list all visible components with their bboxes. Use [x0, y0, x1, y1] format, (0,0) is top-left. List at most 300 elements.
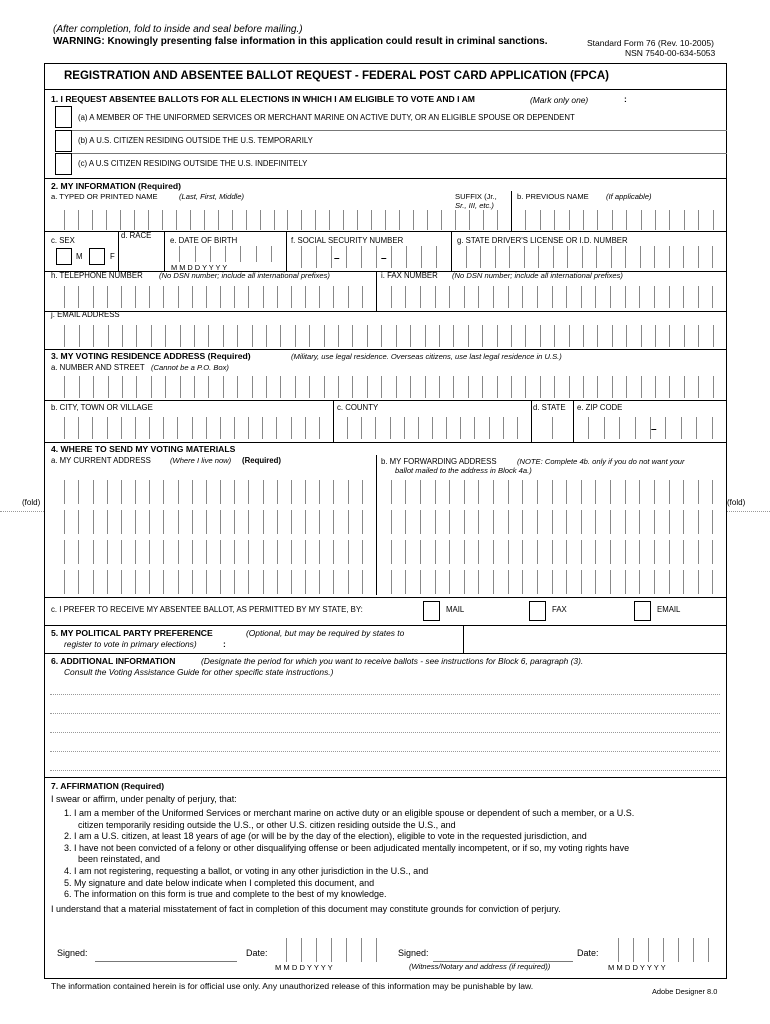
comb-divider: [684, 210, 685, 230]
comb-divider: [681, 417, 682, 439]
city-label: b. CITY, TOWN OR VILLAGE: [51, 403, 153, 412]
comb-divider: [280, 376, 281, 398]
warning-text: WARNING: Knowingly presenting false information in this application could result in criminal sanctions.: [53, 36, 548, 47]
comb-divider: [509, 246, 510, 268]
comb-divider: [468, 325, 469, 347]
comb-divider: [179, 246, 180, 262]
telephone-note: (No DSN number; include all international prefixes): [159, 271, 330, 280]
section2-heading: 2. MY INFORMATION (Required): [51, 181, 182, 191]
comb-divider: [435, 570, 436, 594]
comb-divider: [669, 376, 670, 398]
comb-divider: [669, 540, 670, 564]
comb-divider: [206, 480, 207, 504]
comb-divider: [163, 540, 164, 564]
comb-divider: [654, 286, 655, 308]
fax-checkbox[interactable]: [529, 601, 546, 621]
comb-divider: [149, 417, 150, 439]
dob-label: e. DATE OF BIRTH: [170, 236, 238, 245]
comb-divider: [210, 246, 211, 262]
license-comb-field[interactable]: [451, 246, 727, 268]
comb-divider: [319, 570, 320, 594]
comb-divider: [319, 417, 320, 439]
comb-divider: [376, 938, 377, 962]
comb-divider: [120, 210, 121, 230]
comb-divider: [280, 325, 281, 347]
comb-divider: [405, 480, 406, 504]
comb-divider: [121, 540, 122, 564]
comb-divider: [449, 510, 450, 534]
section5-note-2: register to vote in primary elections): [64, 639, 197, 649]
comb-divider: [391, 286, 392, 308]
state-label: d. STATE: [533, 403, 566, 412]
comb-divider: [669, 510, 670, 534]
comb-divider: [583, 376, 584, 398]
fax-comb-field[interactable]: [376, 286, 727, 308]
zip-dash: –: [651, 424, 657, 435]
comb-divider: [420, 286, 421, 308]
comb-divider: [581, 540, 582, 564]
witness-signature-field[interactable]: [433, 940, 573, 961]
comb-divider: [277, 510, 278, 534]
comb-divider: [291, 286, 292, 308]
street-comb-field[interactable]: [50, 376, 727, 398]
comb-divider: [78, 570, 79, 594]
section3-note: (Military, use legal residence. Overseas citizens, use last legal residence in U.S.): [291, 352, 562, 361]
email-comb-field[interactable]: [50, 325, 727, 347]
comb-divider: [405, 570, 406, 594]
fold-instruction: (After completion, fold to inside and seal before mailing.): [53, 24, 303, 35]
applicant-signed-label: Signed:: [57, 948, 88, 958]
comb-divider: [263, 286, 264, 308]
comb-divider: [553, 246, 554, 268]
comb-divider: [352, 376, 353, 398]
comb-divider: [625, 570, 626, 594]
comb-divider: [305, 540, 306, 564]
comb-divider: [248, 480, 249, 504]
comb-divider: [376, 246, 377, 268]
section7-heading: 7. AFFIRMATION (Required): [51, 781, 165, 791]
comb-divider: [232, 210, 233, 230]
party-preference-field[interactable]: [463, 626, 727, 652]
comb-divider: [64, 417, 65, 439]
comb-divider: [149, 570, 150, 594]
comb-divider: [583, 210, 584, 230]
comb-divider: [712, 417, 713, 439]
comb-divider: [478, 286, 479, 308]
comb-divider: [712, 246, 713, 268]
comb-divider: [347, 417, 348, 439]
applicant-signature-field[interactable]: [95, 940, 237, 961]
comb-divider: [348, 286, 349, 308]
comb-divider: [319, 286, 320, 308]
comb-divider: [165, 325, 166, 347]
fold-mark-right: (fold): [727, 498, 746, 507]
state-comb-field[interactable]: [531, 417, 573, 439]
comb-divider: [79, 376, 80, 398]
comb-divider: [595, 286, 596, 308]
forwarding-address-line-3[interactable]: [376, 540, 727, 564]
section6-note-1: (Designate the period for which you want to receive ballots - see instructions for Block 6, paragraph (3).: [201, 656, 584, 666]
comb-divider: [420, 540, 421, 564]
comb-divider: [287, 210, 288, 230]
comb-divider: [569, 325, 570, 347]
ssn-dash-1: –: [334, 253, 340, 264]
comb-divider: [517, 417, 518, 439]
comb-divider: [581, 286, 582, 308]
comb-divider: [522, 286, 523, 308]
comb-divider: [149, 286, 150, 308]
mail-label: MAIL: [446, 605, 465, 614]
comb-divider: [508, 570, 509, 594]
comb-divider: [301, 210, 302, 230]
comb-divider: [122, 325, 123, 347]
comb-divider: [663, 938, 664, 962]
previous-name-comb-field[interactable]: [511, 210, 727, 230]
comb-divider: [151, 376, 152, 398]
comb-divider: [64, 510, 65, 534]
comb-divider: [237, 376, 238, 398]
forwarding-address-line-2[interactable]: [376, 510, 727, 534]
comb-divider: [134, 210, 135, 230]
comb-divider: [121, 480, 122, 504]
comb-divider: [204, 210, 205, 230]
comb-divider: [108, 376, 109, 398]
zip-comb-field[interactable]: [573, 417, 727, 439]
affirmation-item-6: 6. The information on this form is true and complete to the best of my knowledge.: [64, 889, 387, 899]
dob-format: M M D D Y Y Y Y: [171, 263, 228, 272]
comb-divider: [324, 325, 325, 347]
comb-divider: [107, 417, 108, 439]
comb-divider: [163, 417, 164, 439]
comb-divider: [163, 510, 164, 534]
comb-divider: [107, 570, 108, 594]
comb-divider: [263, 510, 264, 534]
comb-divider: [92, 210, 93, 230]
comb-divider: [597, 325, 598, 347]
previous-name-label: b. PREVIOUS NAME: [517, 192, 589, 201]
comb-divider: [604, 417, 605, 439]
comb-divider: [497, 376, 498, 398]
comb-divider: [262, 417, 263, 439]
comb-divider: [178, 570, 179, 594]
name-comb-field[interactable]: [50, 210, 511, 230]
comb-divider: [427, 210, 428, 230]
comb-divider: [333, 286, 334, 308]
comb-divider: [478, 540, 479, 564]
comb-divider: [178, 286, 179, 308]
forwarding-address-line-4[interactable]: [376, 570, 727, 594]
comb-divider: [436, 246, 437, 268]
comb-divider: [698, 540, 699, 564]
option-c-label: (c) A U.S CITIZEN RESIDING OUTSIDE THE U.S. INDEFINITELY: [78, 159, 308, 168]
city-comb-field[interactable]: [50, 417, 333, 439]
comb-divider: [612, 376, 613, 398]
comb-divider: [683, 480, 684, 504]
comb-divider: [319, 540, 320, 564]
comb-divider: [64, 286, 65, 308]
affirmation-intro: I swear or affirm, under penalty of perjury, that:: [51, 794, 237, 804]
comb-divider: [333, 570, 334, 594]
ssn-comb-field[interactable]: [286, 246, 451, 268]
comb-divider: [552, 480, 553, 504]
comb-divider: [435, 510, 436, 534]
email-option-label: EMAIL: [657, 605, 681, 614]
comb-divider: [522, 540, 523, 564]
comb-divider: [684, 325, 685, 347]
comb-divider: [149, 480, 150, 504]
comb-divider: [248, 286, 249, 308]
comb-divider: [654, 540, 655, 564]
comb-divider: [405, 286, 406, 308]
comb-divider: [581, 510, 582, 534]
comb-divider: [404, 417, 405, 439]
witness-date-format: M M D D Y Y Y Y: [608, 963, 666, 972]
comb-divider: [220, 417, 221, 439]
comb-divider: [478, 570, 479, 594]
comb-divider: [655, 376, 656, 398]
comb-divider: [135, 510, 136, 534]
comb-divider: [625, 246, 626, 268]
comb-divider: [625, 286, 626, 308]
comb-divider: [305, 480, 306, 504]
comb-divider: [683, 540, 684, 564]
comb-divider: [665, 417, 666, 439]
current-address-line-1[interactable]: [50, 480, 376, 504]
option-c-checkbox[interactable]: [55, 153, 72, 175]
comb-divider: [420, 570, 421, 594]
comb-divider: [319, 510, 320, 534]
email-checkbox[interactable]: [634, 601, 651, 621]
comb-divider: [432, 417, 433, 439]
comb-divider: [348, 510, 349, 534]
comb-divider: [610, 510, 611, 534]
sex-m-label: M: [76, 252, 83, 261]
comb-divider: [493, 540, 494, 564]
comb-divider: [455, 210, 456, 230]
comb-divider: [639, 570, 640, 594]
comb-divider: [64, 210, 65, 230]
comb-divider: [343, 210, 344, 230]
comb-divider: [309, 325, 310, 347]
current-address-line-4[interactable]: [50, 570, 376, 594]
comb-divider: [192, 417, 193, 439]
comb-divider: [655, 325, 656, 347]
comb-divider: [192, 480, 193, 504]
dob-comb-field[interactable]: [164, 246, 286, 262]
comb-divider: [192, 510, 193, 534]
applicant-date-format: M M D D Y Y Y Y: [275, 963, 333, 972]
forwarding-address-line-1[interactable]: [376, 480, 727, 504]
comb-divider: [266, 376, 267, 398]
fold-mark-left: (fold): [22, 498, 41, 507]
comb-divider: [135, 480, 136, 504]
county-comb-field[interactable]: [333, 417, 531, 439]
comb-divider: [708, 938, 709, 962]
additional-info-field[interactable]: [50, 682, 720, 774]
comb-divider: [626, 210, 627, 230]
comb-divider: [149, 510, 150, 534]
current-address-line-2[interactable]: [50, 510, 376, 534]
comb-divider: [698, 510, 699, 534]
comb-divider: [78, 417, 79, 439]
comb-divider: [381, 376, 382, 398]
comb-divider: [625, 480, 626, 504]
comb-divider: [425, 325, 426, 347]
comb-divider: [331, 246, 332, 268]
comb-divider: [698, 570, 699, 594]
comb-divider: [178, 540, 179, 564]
comb-divider: [595, 570, 596, 594]
comb-divider: [588, 417, 589, 439]
comb-divider: [633, 938, 634, 962]
comb-divider: [698, 325, 699, 347]
telephone-label: h. TELEPHONE NUMBER: [51, 271, 143, 280]
comb-divider: [121, 570, 122, 594]
comb-divider: [413, 210, 414, 230]
comb-divider: [305, 286, 306, 308]
comb-divider: [220, 286, 221, 308]
comb-divider: [295, 325, 296, 347]
current-address-note: (Where I live now): [170, 456, 232, 465]
comb-divider: [435, 480, 436, 504]
witness-date-comb[interactable]: [603, 938, 723, 962]
comb-divider: [176, 210, 177, 230]
comb-divider: [165, 376, 166, 398]
section1-heading: 1. I REQUEST ABSENTEE BALLOTS FOR ALL ELECTIONS IN WHICH I AM ELIGIBLE TO VOTE AND I AM: [51, 94, 475, 104]
comb-divider: [223, 376, 224, 398]
comb-divider: [192, 540, 193, 564]
option-b-checkbox[interactable]: [55, 130, 72, 152]
comb-divider: [669, 570, 670, 594]
comb-divider: [218, 210, 219, 230]
comb-divider: [698, 286, 699, 308]
comb-divider: [669, 286, 670, 308]
ssn-label: f. SOCIAL SECURITY NUMBER: [291, 236, 404, 245]
comb-divider: [260, 210, 261, 230]
comb-divider: [92, 417, 93, 439]
fax-option-label: FAX: [552, 605, 567, 614]
comb-divider: [391, 540, 392, 564]
comb-divider: [78, 540, 79, 564]
comb-divider: [595, 510, 596, 534]
current-address-line-3[interactable]: [50, 540, 376, 564]
option-a-checkbox[interactable]: [55, 106, 72, 128]
comb-divider: [482, 325, 483, 347]
comb-divider: [277, 540, 278, 564]
comb-divider: [263, 480, 264, 504]
sex-m-checkbox[interactable]: [56, 248, 72, 265]
comb-divider: [291, 540, 292, 564]
comb-divider: [277, 570, 278, 594]
comb-divider: [439, 376, 440, 398]
comb-divider: [361, 246, 362, 268]
comb-divider: [136, 376, 137, 398]
comb-divider: [286, 938, 287, 962]
comb-divider: [525, 325, 526, 347]
comb-divider: [537, 570, 538, 594]
comb-divider: [93, 510, 94, 534]
comb-divider: [554, 325, 555, 347]
comb-divider: [537, 286, 538, 308]
comb-divider: [324, 376, 325, 398]
comb-divider: [480, 246, 481, 268]
comb-divider: [348, 570, 349, 594]
comb-divider: [162, 210, 163, 230]
comb-divider: [274, 210, 275, 230]
sex-f-checkbox[interactable]: [89, 248, 105, 265]
comb-divider: [489, 417, 490, 439]
comb-divider: [108, 325, 109, 347]
section1-note: (Mark only one): [530, 95, 589, 105]
witness-signed-label: Signed:: [398, 948, 429, 958]
comb-divider: [552, 570, 553, 594]
comb-divider: [93, 570, 94, 594]
comb-divider: [234, 286, 235, 308]
form-number: Standard Form 76 (Rev. 10-2005): [587, 38, 714, 48]
comb-divider: [441, 210, 442, 230]
comb-divider: [508, 540, 509, 564]
comb-divider: [712, 286, 713, 308]
comb-divider: [208, 325, 209, 347]
comb-divider: [316, 938, 317, 962]
comb-divider: [493, 286, 494, 308]
suffix-note: Sr., III, etc.): [455, 201, 494, 210]
comb-divider: [361, 938, 362, 962]
comb-divider: [301, 246, 302, 268]
comb-divider: [177, 417, 178, 439]
comb-divider: [641, 376, 642, 398]
comb-divider: [362, 570, 363, 594]
comb-divider: [346, 938, 347, 962]
comb-divider: [713, 210, 714, 230]
mail-checkbox[interactable]: [423, 601, 440, 621]
comb-divider: [220, 480, 221, 504]
perjury-statement: I understand that a material misstatement of fact in completion of this document may constitute grounds for conviction of perjury.: [51, 904, 561, 914]
comb-divider: [596, 246, 597, 268]
comb-divider: [291, 510, 292, 534]
comb-divider: [338, 376, 339, 398]
telephone-comb-field[interactable]: [50, 286, 376, 308]
comb-divider: [252, 376, 253, 398]
comb-divider: [223, 325, 224, 347]
comb-divider: [367, 376, 368, 398]
comb-divider: [391, 480, 392, 504]
zip-label: e. ZIP CODE: [577, 403, 623, 412]
comb-divider: [316, 246, 317, 268]
comb-divider: [367, 325, 368, 347]
comb-divider: [464, 510, 465, 534]
comb-divider: [135, 570, 136, 594]
comb-divider: [449, 286, 450, 308]
comb-divider: [552, 286, 553, 308]
comb-divider: [305, 417, 306, 439]
applicant-date-comb[interactable]: [271, 938, 391, 962]
comb-divider: [396, 325, 397, 347]
comb-divider: [538, 246, 539, 268]
comb-divider: [483, 210, 484, 230]
comb-divider: [93, 325, 94, 347]
comb-divider: [121, 286, 122, 308]
comb-divider: [464, 286, 465, 308]
comb-divider: [582, 246, 583, 268]
affirmation-item-5: 5. My signature and date below indicate when I completed this document, and: [64, 878, 375, 888]
witness-date-label: Date:: [577, 948, 599, 958]
comb-divider: [683, 246, 684, 268]
comb-divider: [319, 480, 320, 504]
comb-divider: [135, 417, 136, 439]
comb-divider: [420, 480, 421, 504]
comb-divider: [263, 540, 264, 564]
